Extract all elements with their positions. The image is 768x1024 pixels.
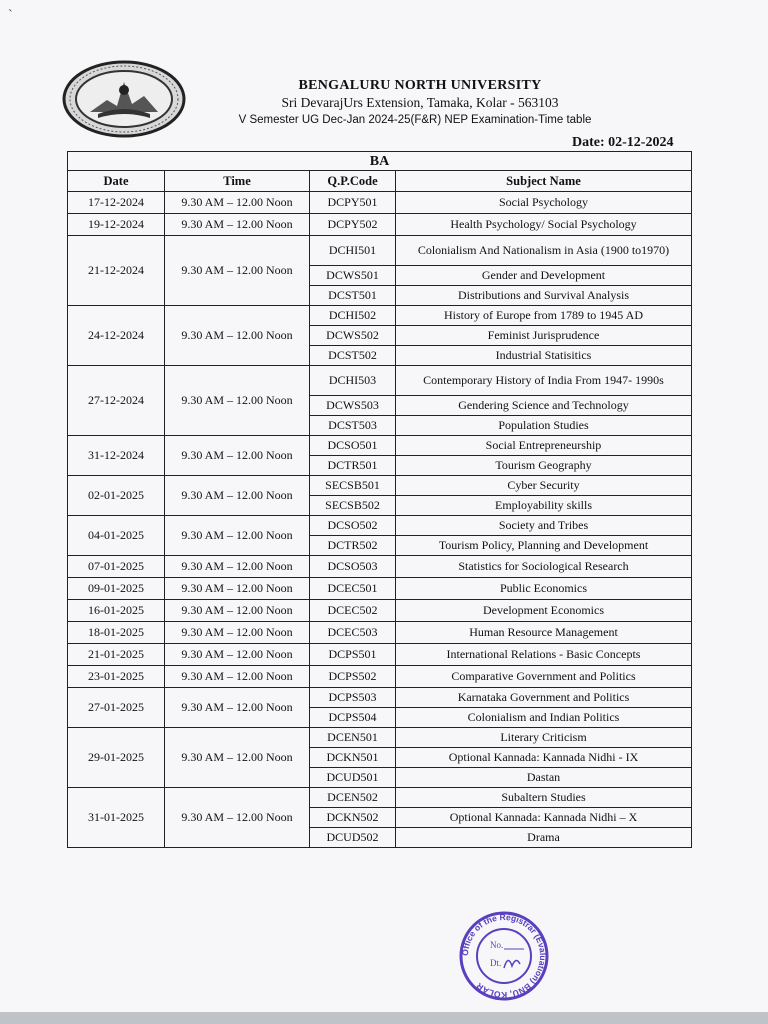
qp-code-cell: DCPY501 [310,192,396,214]
subject-name-cell: Social Psychology [396,192,692,214]
exam-date-cell: 31-01-2025 [68,788,165,848]
exam-date-cell: 18-01-2025 [68,622,165,644]
table-row [68,214,692,236]
table-row [68,688,692,708]
exam-date-cell: 24-12-2024 [68,306,165,366]
subject-name-cell: Dastan [396,768,692,788]
column-header-subject: Subject Name [396,171,692,192]
qp-code-cell: SECSB502 [310,496,396,516]
subject-name-cell: Human Resource Management [396,622,692,644]
qp-code-cell: DCPS503 [310,688,396,708]
table-row [68,306,692,326]
seal-text: Office of the Registrar (Evaluation) BNU, KOLAR [459,911,549,1001]
exam-date-cell: 16-01-2025 [68,600,165,622]
exam-date-cell: 31-12-2024 [68,436,165,476]
exam-date-cell: 27-01-2025 [68,688,165,728]
qp-code-cell: DCTR502 [310,536,396,556]
subject-name-cell: Distributions and Survival Analysis [396,286,692,306]
exam-time-cell: 9.30 AM – 12.00 Noon [165,214,310,236]
qp-code-cell: DCTR501 [310,456,396,476]
table-row [68,476,692,496]
qp-code-cell: DCWS502 [310,326,396,346]
university-address: Sri DevarajUrs Extension, Tamaka, Kolar - 563103 [281,95,559,110]
qp-code-cell: SECSB501 [310,476,396,496]
university-emblem-icon [62,60,186,138]
table-row [68,366,692,396]
exam-date-cell: 02-01-2025 [68,476,165,516]
qp-code-cell: DCHI503 [310,366,396,396]
subject-name-cell: Employability skills [396,496,692,516]
exam-time-cell: 9.30 AM – 12.00 Noon [165,556,310,578]
exam-time-cell: 9.30 AM – 12.00 Noon [165,728,310,788]
qp-code-cell: DCEC501 [310,578,396,600]
qp-code-cell: DCST501 [310,286,396,306]
subject-name-cell: Tourism Geography [396,456,692,476]
exam-time-cell: 9.30 AM – 12.00 Noon [165,788,310,848]
qp-code-cell: DCWS503 [310,396,396,416]
qp-code-cell: DCST503 [310,416,396,436]
exam-time-cell: 9.30 AM – 12.00 Noon [165,306,310,366]
timetable [67,151,692,848]
qp-code-cell: DCKN501 [310,748,396,768]
subject-name-cell: Colonialism and Indian Politics [396,708,692,728]
subject-name-cell: Contemporary History of India From 1947- 1990s [396,366,692,396]
exam-subtitle: V Semester UG Dec-Jan 2024-25(F&R) NEP Examination-Time table [238,114,592,126]
document-date: Date: 02-12-2024 [572,135,674,150]
subject-name-cell: Drama [396,828,692,848]
subject-name-cell: Social Entrepreneurship [396,436,692,456]
subject-name-cell: International Relations - Basic Concepts [396,644,692,666]
exam-date-cell: 27-12-2024 [68,366,165,436]
university-name: BENGALURU NORTH UNIVERSITY [298,78,542,93]
qp-code-cell: DCEN501 [310,728,396,748]
table-row [68,192,692,214]
corner-mark: ˋ [8,8,13,23]
subject-name-cell: Comparative Government and Politics [396,666,692,688]
subject-name-cell: Optional Kannada: Kannada Nidhi – X [396,808,692,828]
qp-code-cell: DCKN502 [310,808,396,828]
exam-time-cell: 9.30 AM – 12.00 Noon [165,688,310,728]
exam-date-cell: 07-01-2025 [68,556,165,578]
qp-code-cell: DCHI501 [310,236,396,266]
exam-time-cell: 9.30 AM – 12.00 Noon [165,600,310,622]
qp-code-cell: DCUD501 [310,768,396,788]
qp-code-cell: DCPS504 [310,708,396,728]
exam-date-cell: 21-01-2025 [68,644,165,666]
exam-time-cell: 9.30 AM – 12.00 Noon [165,366,310,436]
qp-code-cell: DCEC502 [310,600,396,622]
qp-code-cell: DCWS501 [310,266,396,286]
qp-code-cell: DCSO502 [310,516,396,536]
timetable-body [68,192,692,848]
subject-name-cell: History of Europe from 1789 to 1945 AD [396,306,692,326]
exam-time-cell: 9.30 AM – 12.00 Noon [165,236,310,306]
table-row [68,556,692,578]
column-header-date: Date [68,171,165,192]
exam-time-cell: 9.30 AM – 12.00 Noon [165,192,310,214]
qp-code-cell: DCSO503 [310,556,396,578]
qp-code-cell: DCPS502 [310,666,396,688]
table-row [68,516,692,536]
subject-name-cell: Subaltern Studies [396,788,692,808]
exam-time-cell: 9.30 AM – 12.00 Noon [165,666,310,688]
column-header-qp-code: Q.P.Code [310,171,396,192]
exam-date-cell: 23-01-2025 [68,666,165,688]
exam-time-cell: 9.30 AM – 12.00 Noon [165,644,310,666]
seal-no: No. [490,940,504,950]
subject-name-cell: Development Economics [396,600,692,622]
subject-name-cell: Health Psychology/ Social Psychology [396,214,692,236]
table-row [68,578,692,600]
exam-date-cell: 21-12-2024 [68,236,165,306]
qp-code-cell: DCST502 [310,346,396,366]
qp-code-cell: DCSO501 [310,436,396,456]
exam-time-cell: 9.30 AM – 12.00 Noon [165,622,310,644]
column-header-time: Time [165,171,310,192]
scan-edge [0,1012,768,1024]
exam-time-cell: 9.30 AM – 12.00 Noon [165,516,310,556]
subject-name-cell: Karnataka Government and Politics [396,688,692,708]
program-heading: BA [68,152,692,171]
subject-name-cell: Colonialism And Nationalism in Asia (1900 to1970) [396,236,692,266]
exam-time-cell: 9.30 AM – 12.00 Noon [165,578,310,600]
exam-date-cell: 19-12-2024 [68,214,165,236]
subject-name-cell: Literary Criticism [396,728,692,748]
qp-code-cell: DCPY502 [310,214,396,236]
subject-name-cell: Population Studies [396,416,692,436]
subject-name-cell: Cyber Security [396,476,692,496]
table-row [68,644,692,666]
qp-code-cell: DCEN502 [310,788,396,808]
subject-name-cell: Industrial Statisitics [396,346,692,366]
table-row [68,788,692,808]
document-header [200,78,670,126]
subject-name-cell: Gendering Science and Technology [396,396,692,416]
subject-name-cell: Public Economics [396,578,692,600]
qp-code-cell: DCUD502 [310,828,396,848]
table-row [68,728,692,748]
table-row [68,600,692,622]
table-row [68,622,692,644]
subject-name-cell: Society and Tribes [396,516,692,536]
subject-name-cell: Gender and Development [396,266,692,286]
exam-date-cell: 17-12-2024 [68,192,165,214]
exam-date-cell: 29-01-2025 [68,728,165,788]
table-row [68,436,692,456]
exam-time-cell: 9.30 AM – 12.00 Noon [165,476,310,516]
exam-date-cell: 09-01-2025 [68,578,165,600]
subject-name-cell: Tourism Policy, Planning and Development [396,536,692,556]
qp-code-cell: DCEC503 [310,622,396,644]
exam-date-cell: 04-01-2025 [68,516,165,556]
subject-name-cell: Optional Kannada: Kannada Nidhi - IX [396,748,692,768]
qp-code-cell: DCPS501 [310,644,396,666]
seal-dt: Dt. [490,958,502,968]
subject-name-cell: Statistics for Sociological Research [396,556,692,578]
table-row [68,666,692,688]
exam-time-cell: 9.30 AM – 12.00 Noon [165,436,310,476]
qp-code-cell: DCHI502 [310,306,396,326]
registrar-seal-icon [458,910,550,1002]
subject-name-cell: Feminist Jurisprudence [396,326,692,346]
table-row [68,236,692,266]
